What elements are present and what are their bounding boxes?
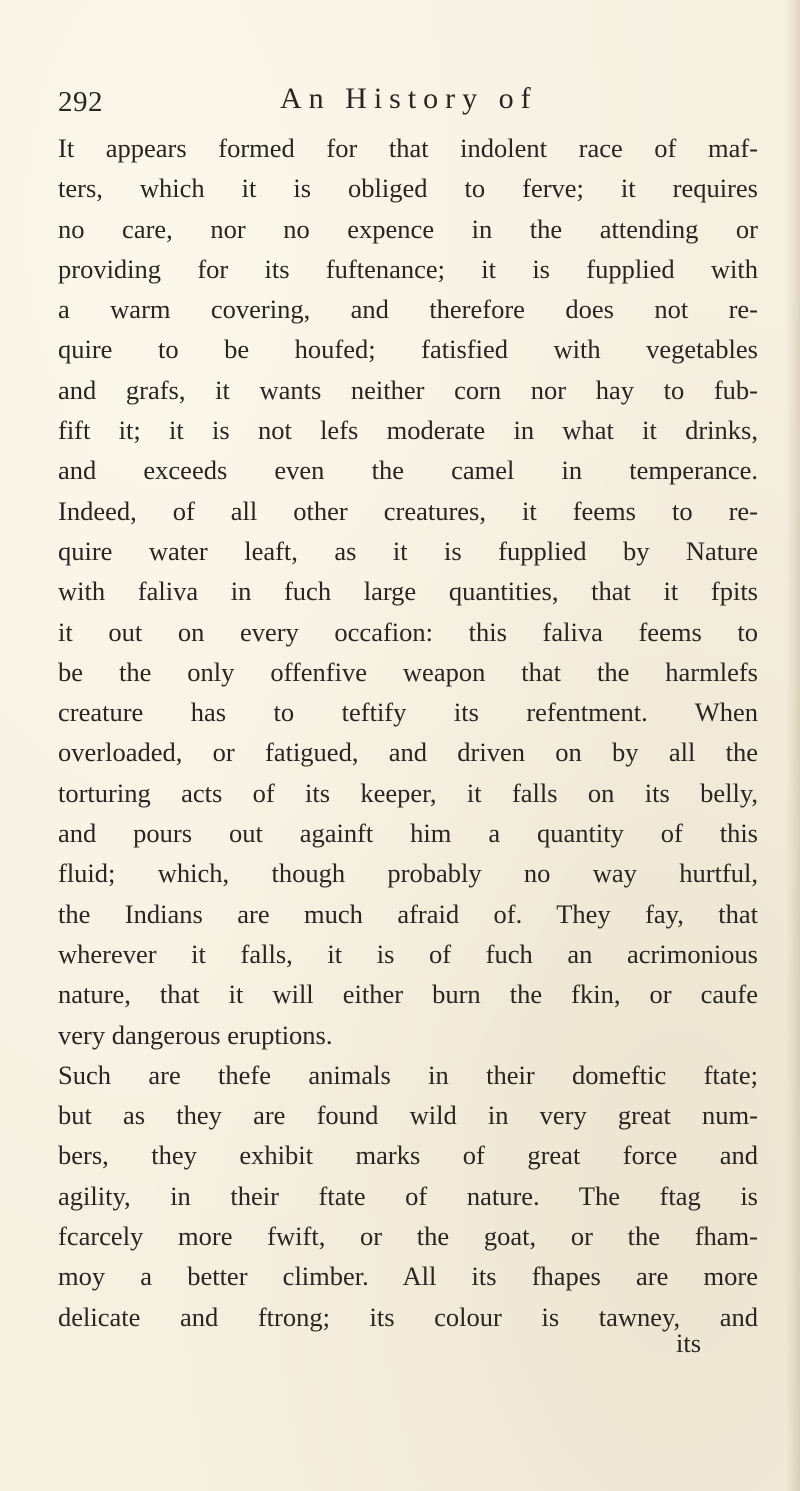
text-line: fift it; it is not lefs moderate in what it drinks,: [58, 415, 758, 446]
text-line: torturing acts of its keeper, it falls on its belly,: [58, 777, 758, 808]
text-line: It appears formed for that indolent race of maf-: [58, 133, 758, 163]
text-line: creature has to teftify its refentment. When: [58, 697, 758, 728]
text-line: no care, nor no expence in the attending or: [58, 213, 758, 244]
text-line: ters, which it is obliged to ferve; it requires: [58, 173, 758, 204]
paragraph-end-line: very dangerous eruptions.: [58, 1019, 333, 1050]
text-line: and pours out againft him a quantity of this: [58, 818, 758, 849]
page-number: 292: [58, 86, 103, 118]
page-edge-shadow: [786, 0, 800, 1491]
body-text: [58, 128, 758, 1337]
text-line: but as they are found wild in very great num-: [58, 1100, 758, 1131]
text-line: quire water leaft, as it is fupplied by Nature: [58, 535, 758, 566]
text-line: delicate and ftrong; its colour is tawney, and: [58, 1301, 758, 1332]
text-line: nature, that it will either burn the fkin, or caufe: [58, 979, 758, 1010]
text-line: agility, in their ftate of nature. The ftag is: [58, 1180, 758, 1211]
running-head: [58, 80, 758, 130]
text-line: and exceeds even the camel in temperance.: [58, 455, 758, 486]
text-line: Indeed, of all other creatures, it feems to re-: [58, 495, 758, 526]
text-line: with faliva in fuch large quantities, that it fpits: [58, 576, 758, 607]
paragraph-start-line: Such are thefe animals in their domeftic ftate;: [58, 1059, 758, 1090]
text-line: fcarcely more fwift, or the goat, or the fham-: [58, 1221, 758, 1252]
running-title: An History of: [280, 82, 538, 115]
text-line: providing for its fuftenance; it is fupplied with: [58, 253, 758, 284]
text-line: wherever it falls, it is of fuch an acrimonious: [58, 938, 758, 969]
text-line: fluid; which, though probably no way hurtful,: [58, 858, 758, 889]
text-line: the Indians are much afraid of. They fay, that: [58, 898, 758, 929]
text-line: bers, they exhibit marks of great force and: [58, 1140, 758, 1171]
text-line: overloaded, or fatigued, and driven on by all the: [58, 737, 758, 768]
text-line: it out on every occafion: this faliva feems to: [58, 616, 758, 647]
text-line: be the only offenfive weapon that the harmlefs: [58, 656, 758, 687]
text-line: moy a better climber. All its fhapes are more: [58, 1261, 758, 1292]
text-line: and grafs, it wants neither corn nor hay to fub-: [58, 374, 758, 405]
text-line: a warm covering, and therefore does not re-: [58, 294, 758, 325]
catchword: its: [676, 1328, 702, 1358]
text-line: quire to be houfed; fatisfied with vegetables: [58, 334, 758, 365]
